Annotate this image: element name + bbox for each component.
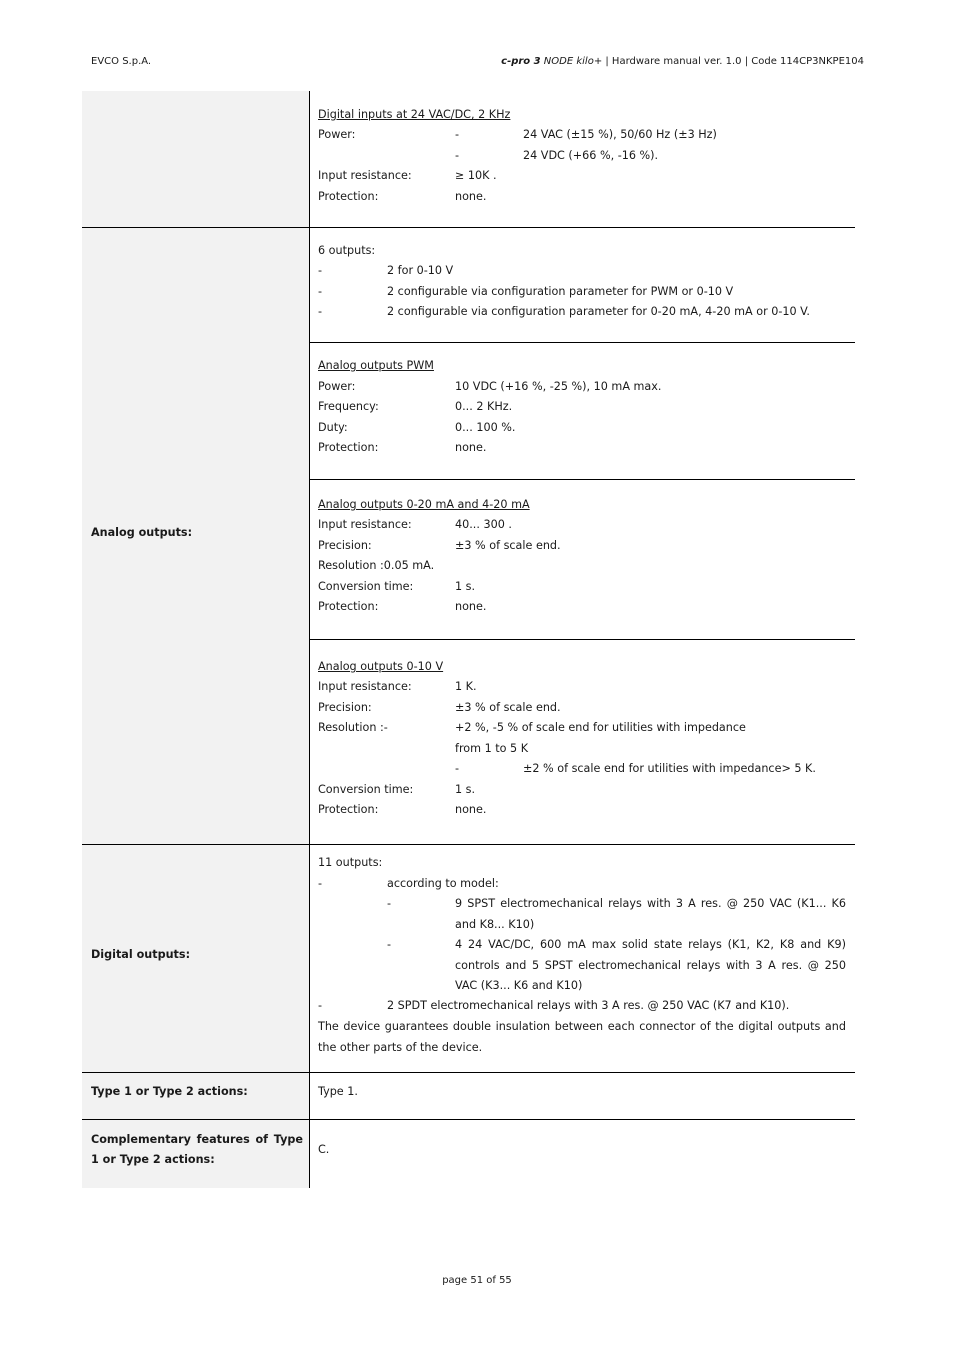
field-label: Input resistance:: [318, 680, 412, 693]
field-value: none.: [455, 190, 487, 203]
row-divider: [309, 342, 855, 343]
outputs-count: 6 outputs:: [318, 244, 376, 257]
field-value: none.: [455, 600, 487, 613]
field-value: ±3 % of scale end.: [455, 701, 561, 714]
field-label: Resolution :-: [318, 721, 388, 734]
section-title-current: Analog outputs 0-20 mA and 4-20 mA: [318, 498, 530, 511]
field-value: ≥ 10K .: [455, 169, 497, 182]
list-dash: -: [455, 762, 460, 775]
page-number: page 51 of 55: [442, 1275, 512, 1286]
insulation-note: The device guarantees double insulation between each connector of the digital outputs and the other parts of the device.: [318, 1020, 846, 1054]
field-value: from 1 to 5 K: [455, 742, 529, 755]
company-name: EVCO S.p.A.: [91, 56, 152, 67]
document-header: [501, 56, 864, 67]
section-title-voltage: Analog outputs 0-10 V: [318, 660, 444, 673]
row-divider: [309, 639, 855, 640]
field-label: Precision:: [318, 701, 372, 714]
field-resolution: Resolution :0.05 mA.: [318, 559, 435, 572]
field-label: Protection:: [318, 803, 379, 816]
row-divider: [82, 844, 855, 845]
list-dash: -: [318, 305, 323, 318]
outputs-count: 11 outputs:: [318, 856, 383, 869]
list-dash: -: [455, 149, 460, 162]
field-value: 0... 100 %.: [455, 421, 516, 434]
field-value: 10 VDC (+16 %, -25 %), 10 mA max.: [455, 380, 662, 393]
list-dash: -: [455, 128, 460, 141]
relay-option-2: 4 24 VAC/DC, 600 mA max solid state relays (K1, K2, K8 and K9) controls and 5 SPST electromechanical relays with 3 A res. @ 250 VAC (K3... K6 and K10): [455, 938, 846, 992]
row-label-actions-features: Complementary features of Type 1 or Type 2 actions:: [91, 1133, 303, 1166]
field-value: none.: [455, 441, 487, 454]
row-label-digital-outputs: Digital outputs:: [91, 948, 191, 961]
field-value: none.: [455, 803, 487, 816]
list-dash: -: [387, 938, 392, 951]
field-label: Duty:: [318, 421, 348, 434]
list-item: according to model:: [387, 877, 499, 890]
row-divider: [82, 1072, 855, 1073]
row-label-analog-outputs: Analog outputs:: [91, 526, 193, 539]
field-value: 40... 300 .: [455, 518, 512, 531]
row-label-actions-type: Type 1 or Type 2 actions:: [91, 1085, 248, 1098]
list-item: 2 configurable via configuration parameter for PWM or 0-10 V: [387, 285, 734, 298]
field-value: 24 VDC (+66 %, -16 %).: [523, 149, 659, 162]
field-label: Precision:: [318, 539, 372, 552]
list-dash: -: [318, 264, 323, 277]
row-divider: [82, 1119, 855, 1120]
manual-code: | Hardware manual ver. 1.0 | Code 114CP3NKPE104: [602, 56, 864, 67]
product-name-bold: c-pro 3: [501, 56, 541, 67]
field-label: Input resistance:: [318, 518, 412, 531]
section-title-digital-inputs: Digital inputs at 24 VAC/DC, 2 KHz: [318, 108, 511, 121]
field-label: Protection:: [318, 441, 379, 454]
field-label: Power:: [318, 128, 356, 141]
field-value: 1 s.: [455, 783, 476, 796]
field-value: 24 VAC (±15 %), 50/60 Hz (±3 Hz): [523, 128, 717, 141]
label-cell-digital-inputs: [82, 91, 309, 227]
actions-features-value: C.: [318, 1143, 330, 1156]
field-label: Power:: [318, 380, 356, 393]
field-label: Frequency:: [318, 400, 379, 413]
list-item: 2 for 0-10 V: [387, 264, 454, 277]
field-label: Conversion time:: [318, 783, 414, 796]
field-value: ±2 % of scale end for utilities with impedance> 5 K.: [523, 762, 816, 775]
list-item: 2 SPDT electromechanical relays with 3 A res. @ 250 VAC (K7 and K10).: [387, 999, 790, 1012]
field-label: Input resistance:: [318, 169, 412, 182]
row-divider: [82, 227, 855, 228]
row-divider: [309, 479, 855, 480]
list-dash: -: [318, 999, 323, 1012]
field-label: Protection:: [318, 190, 379, 203]
list-dash: -: [318, 877, 323, 890]
relay-option-1: 9 SPST electromechanical relays with 3 A res. @ 250 VAC (K1... K6 and K8... K10): [455, 897, 846, 931]
section-title-pwm: Analog outputs PWM: [318, 359, 434, 372]
field-value: 1 K.: [455, 680, 477, 693]
list-item: 2 configurable via configuration parameter for 0-20 mA, 4-20 mA or 0-10 V.: [387, 305, 810, 318]
field-label: Protection:: [318, 600, 379, 613]
list-dash: -: [318, 285, 323, 298]
field-value: +2 %, -5 % of scale end for utilities with impedance: [455, 721, 746, 734]
field-value: 0... 2 KHz.: [455, 400, 513, 413]
field-value: 1 s.: [455, 580, 476, 593]
field-label: Conversion time:: [318, 580, 414, 593]
product-name-rest: NODE kilo+: [540, 56, 603, 67]
field-value: ±3 % of scale end.: [455, 539, 561, 552]
actions-type-value: Type 1.: [318, 1085, 358, 1098]
product-name: [501, 56, 602, 67]
list-dash: -: [387, 897, 392, 910]
